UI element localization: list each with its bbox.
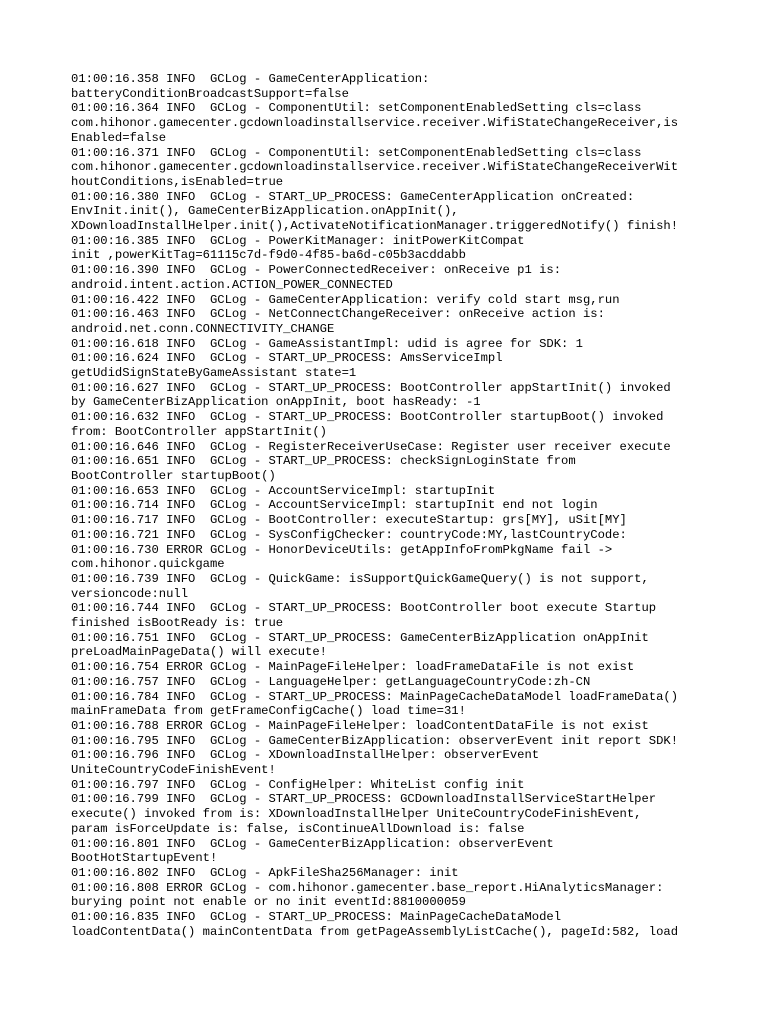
log-entry: 01:00:16.632 INFO GCLog - START_UP_PROCESS: BootController startupBoot() invoked from: BootController appStartInit() — [71, 410, 664, 439]
log-entry: 01:00:16.714 INFO GCLog - AccountServiceImpl: startupInit end not login — [71, 498, 598, 513]
log-entry: 01:00:16.739 INFO GCLog - QuickGame: isSupportQuickGameQuery() is not support, versioncode:null — [71, 571, 649, 601]
log-entry: 01:00:16.385 INFO GCLog - PowerKitManager: initPowerKitCompat init ,powerKitTag=61115c7d-f9d0-4f85-ba6d-c05b3acddabb — [71, 233, 525, 263]
log-entry: 01:00:16.651 INFO GCLog - START_UP_PROCESS: checkSignLoginState from BootController startupBoot() — [71, 454, 576, 483]
log-entry: 01:00:16.618 INFO GCLog - GameAssistantImpl: udid is agree for SDK: 1 — [71, 336, 583, 351]
log-entry: 01:00:16.364 INFO GCLog - ComponentUtil: setComponentEnabledSetting cls=class com.hihonor.gamecenter.gcdownloadinstallservice.receiver.WifiStateChangeReceiver,is Enabled=false — [71, 101, 679, 145]
log-entry: 01:00:16.788 ERROR GCLog - MainPageFileHelper: loadContentDataFile is not exist — [71, 718, 649, 733]
log-entry: 01:00:16.795 INFO GCLog - GameCenterBizApplication: observerEvent init report SDK! — [71, 733, 679, 748]
log-entry: 01:00:16.757 INFO GCLog - LanguageHelper: getLanguageCountryCode:zh-CN — [71, 674, 591, 689]
log-entry: 01:00:16.646 INFO GCLog - RegisterReceiverUseCase: Register user receiver execute — [71, 439, 671, 454]
log-entry: 01:00:16.784 INFO GCLog - START_UP_PROCESS: MainPageCacheDataModel loadFrameData() mainFrameData from getFrameConfigCache() load time=31! — [71, 689, 679, 719]
log-entry: 01:00:16.835 INFO GCLog - START_UP_PROCESS: MainPageCacheDataModel loadContentData() mainContentData from getPageAssemblyListCache(), pageId:582, load — [71, 910, 679, 939]
log-entry: 01:00:16.721 INFO GCLog - SysConfigChecker: countryCode:MY,lastCountryCode: — [71, 527, 627, 542]
log-entry: 01:00:16.717 INFO GCLog - BootController: executeStartup: grs[MY], uSit[MY] — [71, 513, 627, 528]
log-entry: 01:00:16.802 INFO GCLog - ApkFileSha256Manager: init — [71, 865, 459, 880]
log-entry: 01:00:16.796 INFO GCLog - XDownloadInstallHelper: observerEvent UniteCountryCodeFinishEvent! — [71, 748, 540, 778]
log-entry: 01:00:16.730 ERROR GCLog - HonorDeviceUtils: getAppInfoFromPkgName fail -> com.hihonor.quickgame — [71, 542, 613, 572]
log-entry: 01:00:16.801 INFO GCLog - GameCenterBizApplication: observerEvent BootHotStartupEvent! — [71, 836, 554, 866]
log-entry: 01:00:16.624 INFO GCLog - START_UP_PROCESS: AmsServiceImpl getUdidSignStateByGameAssistant state=1 — [71, 351, 503, 381]
log-entry: 01:00:16.463 INFO GCLog - NetConnectChangeReceiver: onReceive action is: android.net.conn.CONNECTIVITY_CHANGE — [71, 307, 605, 336]
log-entry: 01:00:16.653 INFO GCLog - AccountServiceImpl: startupInit — [71, 483, 496, 498]
log-entry: 01:00:16.371 INFO GCLog - ComponentUtil: setComponentEnabledSetting cls=class com.hihonor.gamecenter.gcdownloadinstallservice.receiver.WifiStateChangeReceiverWit houtConditions,isEnabled=true — [71, 145, 679, 189]
log-entry: 01:00:16.627 INFO GCLog - START_UP_PROCESS: BootController appStartInit() invoked by GameCenterBizApplication onAppInit, boot hasReady: -1 — [71, 380, 671, 410]
log-entry: 01:00:16.808 ERROR GCLog - com.hihonor.gamecenter.base_report.HiAnalyticsManager: burying point not enable or no init eventId:8810000059 — [71, 880, 664, 910]
log-document — [71, 72, 761, 939]
log-entry: 01:00:16.799 INFO GCLog - START_UP_PROCESS: GCDownloadInstallServiceStartHelper execute() invoked from is: XDownloadInstallHelper UniteCountryCodeFinishEvent, param isForceUpdate is: false, isContinueAllDownload is: false — [71, 792, 657, 836]
log-entry: 01:00:16.754 ERROR GCLog - MainPageFileHelper: loadFrameDataFile is not exist — [71, 660, 635, 675]
log-entry: 01:00:16.744 INFO GCLog - START_UP_PROCESS: BootController boot execute Startup finished isBootReady is: true — [71, 601, 657, 631]
log-entry: 01:00:16.390 INFO GCLog - PowerConnectedReceiver: onReceive p1 is: android.intent.action.ACTION_POWER_CONNECTED — [71, 263, 562, 292]
log-entry: 01:00:16.797 INFO GCLog - ConfigHelper: WhiteList config init — [71, 777, 525, 792]
log-entry: 01:00:16.380 INFO GCLog - START_UP_PROCESS: GameCenterApplication onCreated: EnvInit.init(), GameCenterBizApplication.onAppInit(), XDownloadInstallHelper.init(),ActivateNotificationManager.triggeredNotify() finish! — [71, 189, 679, 234]
log-entry: 01:00:16.358 INFO GCLog - GameCenterApplication: batteryConditionBroadcastSupport=false — [71, 72, 430, 101]
log-entry: 01:00:16.751 INFO GCLog - START_UP_PROCESS: GameCenterBizApplication onAppInit preLoadMainPageData() will execute! — [71, 630, 649, 660]
log-entry: 01:00:16.422 INFO GCLog - GameCenterApplication: verify cold start msg,run — [71, 292, 620, 307]
